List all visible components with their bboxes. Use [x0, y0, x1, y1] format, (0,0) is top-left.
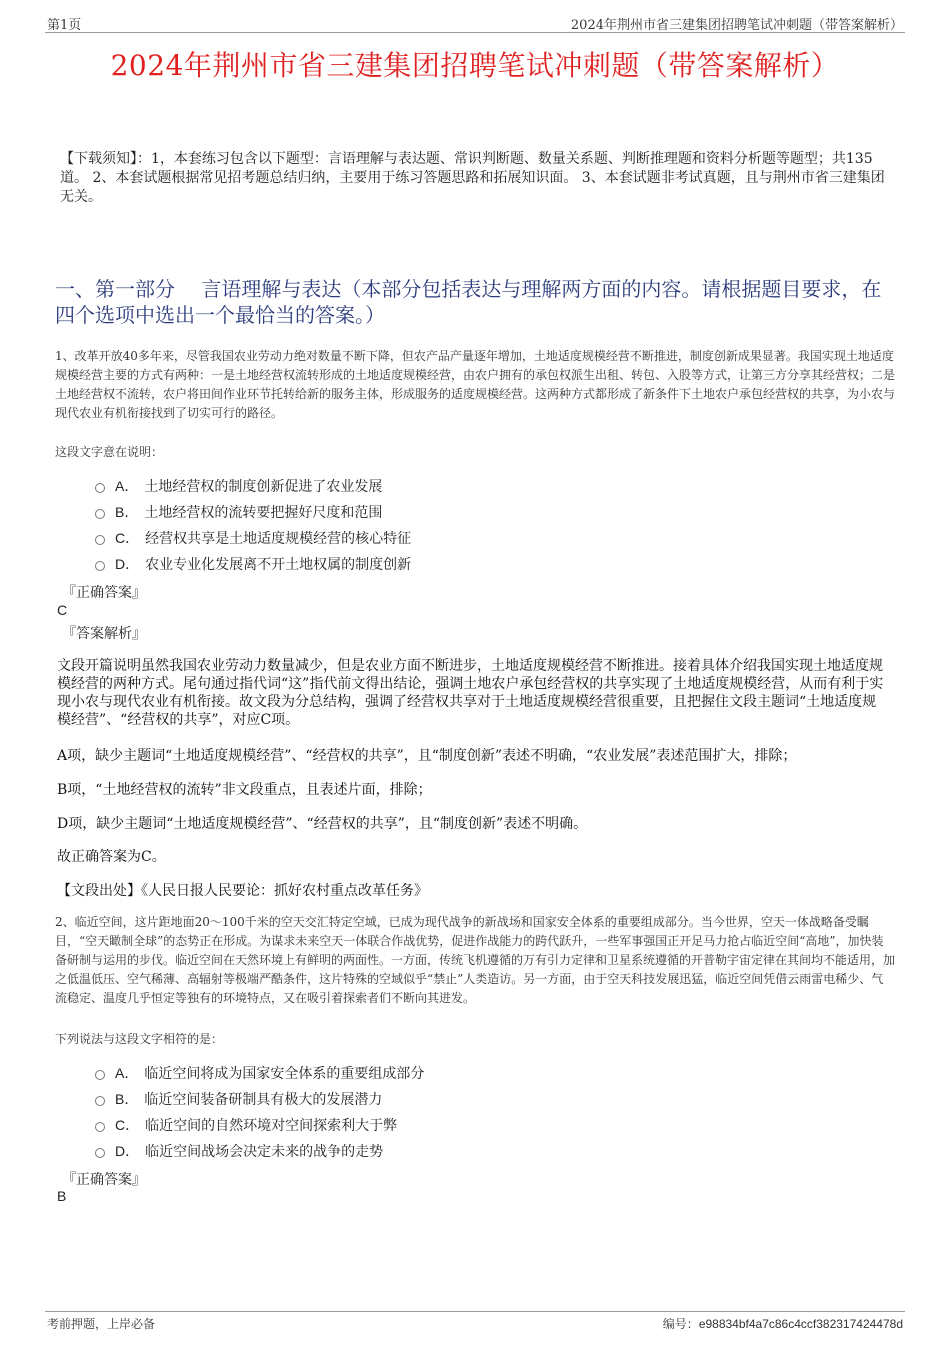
- radio-icon[interactable]: [95, 535, 105, 545]
- radio-icon[interactable]: [95, 1122, 105, 1132]
- option-text: 土地经营权的制度创新促进了农业发展: [144, 479, 383, 495]
- option-key: A．: [115, 478, 139, 494]
- question-1-option-c[interactable]: [95, 525, 875, 551]
- option-text: 临近空间的自然环境对空间探索利大于弊: [145, 1118, 398, 1134]
- correct-answer-label: 『正确答案』: [62, 585, 146, 601]
- question-2-option-a[interactable]: [95, 1060, 875, 1086]
- header-doc-title: 2024年荆州市省三建集团招聘笔试冲刺题（带答案解析）: [570, 18, 903, 33]
- question-1-option-b[interactable]: [95, 499, 875, 525]
- question-2-option-d[interactable]: [95, 1138, 875, 1164]
- question-1-analysis-b: B项，“土地经营权的流转”非文段重点，且表述片面，排除；: [57, 782, 432, 798]
- option-key: B．: [115, 1091, 139, 1107]
- question-1-analysis: 文段开篇说明虽然我国农业劳动力数量减少，但是农业方面不断进步，土地适度规模经营不断推进。接着具体介绍我国实现土地适度规模经营的两种方式。尾句通过指代词“这”指代前文得出结论，强调土地农户承包经营权的共享实现了土地适度规模经营，从而有利于实现小农与现代农业有机衔接。故文段为分总结构，强调了经营权共享对于土地适度规模经营很重要，且把握住文段主题词“土地适度规模经营”、“经营权的共享”，对应C项。: [57, 658, 884, 728]
- answer-analysis-label: 『答案解析』: [62, 626, 146, 642]
- question-2-option-c[interactable]: [95, 1112, 875, 1138]
- question-1-answer: C: [57, 602, 68, 618]
- correct-answer-label: 『正确答案』: [62, 1172, 146, 1188]
- question-2-options: [95, 1060, 875, 1164]
- radio-icon[interactable]: [95, 1096, 105, 1106]
- footer-slogan: 考前押题，上岸必备: [47, 1317, 156, 1331]
- question-1-option-d[interactable]: [95, 551, 875, 577]
- download-notice: 【下载须知】：1，本套练习包含以下题型：言语理解与表达题、常识判断题、数量关系题、判断推理题和资料分析题等题型；共135道。 2、本套试题根据常见招考题总结归纳，主要用于练习答题思路和拓展知识面。 3、本套试题非考试真题，且与荆州市省三建集团无关。: [60, 151, 885, 205]
- question-2-option-b[interactable]: [95, 1086, 875, 1112]
- footer-code: [663, 1315, 903, 1332]
- question-1-analysis-d: D项，缺少主题词“土地适度规模经营”、“经营权的共享”，且“制度创新”表述不明确。: [57, 816, 588, 832]
- question-1-source: 【文段出处】《人民日报人民要论：抓好农村重点改革任务》: [57, 883, 428, 899]
- option-key: C．: [115, 1117, 140, 1133]
- question-1-options: [95, 473, 875, 577]
- section-title: 一、第一部分 言语理解与表达（本部分包括表达与理解两方面的内容。请根据题目要求，在四个选项中选出一个最恰当的答案。）: [55, 277, 882, 327]
- option-key: C．: [115, 530, 140, 546]
- question-1-option-a[interactable]: [95, 473, 875, 499]
- question-1-text: 1、改革开放40多年来，尽管我国农业劳动力绝对数量不断下降，但农产品产量逐年增加，土地适度规模经营不断推进，制度创新成果显著。我国实现土地适度规模经营主要的方式有两种：一是土地经营权流转形成的土地适度规模经营，由农户拥有的承包权派生出租、转包、入股等方式，让第三方分享其经营权；二是土地经营权不流转，农户将田间作业环节托转给新的服务主体，形成服务的适度规模经营。这两种方式都形成了新条件下土地农户承包经营权的共享，为小农与现代农业有机衔接找到了切实可行的路径。: [55, 349, 896, 420]
- radio-icon[interactable]: [95, 561, 105, 571]
- question-2-answer: B: [57, 1188, 67, 1204]
- footer-divider: [45, 1311, 905, 1312]
- option-text: 临近空间将成为国家安全体系的重要组成部分: [144, 1066, 425, 1082]
- option-key: B．: [115, 504, 139, 520]
- radio-icon[interactable]: [95, 1148, 105, 1158]
- footer-code-value: e98834bf4a7c86c4ccf382317424478d: [698, 1317, 903, 1331]
- option-text: 经营权共享是土地适度规模经营的核心特征: [145, 531, 412, 547]
- question-1-prompt: 这段文字意在说明：: [55, 445, 164, 459]
- question-1-analysis-a: A项，缺少主题词“土地适度规模经营”、“经营权的共享”，且“制度创新”表述不明确，“农业发展”表述范围扩大，排除；: [57, 748, 797, 764]
- page-number: 第1页: [47, 18, 82, 33]
- option-key: A．: [115, 1065, 139, 1081]
- footer-code-label: 编号：: [662, 1317, 699, 1331]
- radio-icon[interactable]: [95, 483, 105, 493]
- question-2-prompt: 下列说法与这段文字相符的是：: [55, 1032, 224, 1046]
- option-key: D．: [115, 556, 140, 572]
- radio-icon[interactable]: [95, 1070, 105, 1080]
- radio-icon[interactable]: [95, 509, 105, 519]
- question-1-conclusion: 故正确答案为C。: [57, 849, 166, 865]
- option-text: 临近空间装备研制具有极大的发展潜力: [144, 1092, 383, 1108]
- option-text: 临近空间战场会决定未来的战争的走势: [145, 1144, 384, 1160]
- question-2-text: 2、临近空间，这片距地面20～100千米的空天交汇特定空域，已成为现代战争的新战场和国家安全体系的重要组成部分。当今世界，空天一体战略备受瞩目，“空天瞰制全球”的态势正在形成。为谋求未来空天一体联合作战优势，促进作战能力的跨代跃升，一些军事强国正开足马力抢占临近空间“高地”，加快装备研制与运用的步伐。临近空间在天然环境上有鲜明的两面性。一方面，传统飞机遵循的万有引力定律和卫星系统遵循的开普勒宇宙定律在其间均不能适用，加之低温低压、空气稀薄、高辐射等极端严酷条件，这片特殊的空域似乎“禁止”人类造访。另一方面，由于空天科技发展迅猛，临近空间凭借云雨雷电稀少、气流稳定、温度几乎恒定等独有的环境特点，又在吸引着探索者们不断向其进发。: [55, 915, 896, 1005]
- option-text: 土地经营权的流转要把握好尺度和范围: [144, 505, 383, 521]
- option-key: D．: [115, 1143, 140, 1159]
- document-title: 2024年荆州市省三建集团招聘笔试冲刺题（带答案解析）: [110, 49, 840, 82]
- header-divider: [45, 32, 905, 33]
- option-text: 农业专业化发展离不开土地权属的制度创新: [145, 557, 412, 573]
